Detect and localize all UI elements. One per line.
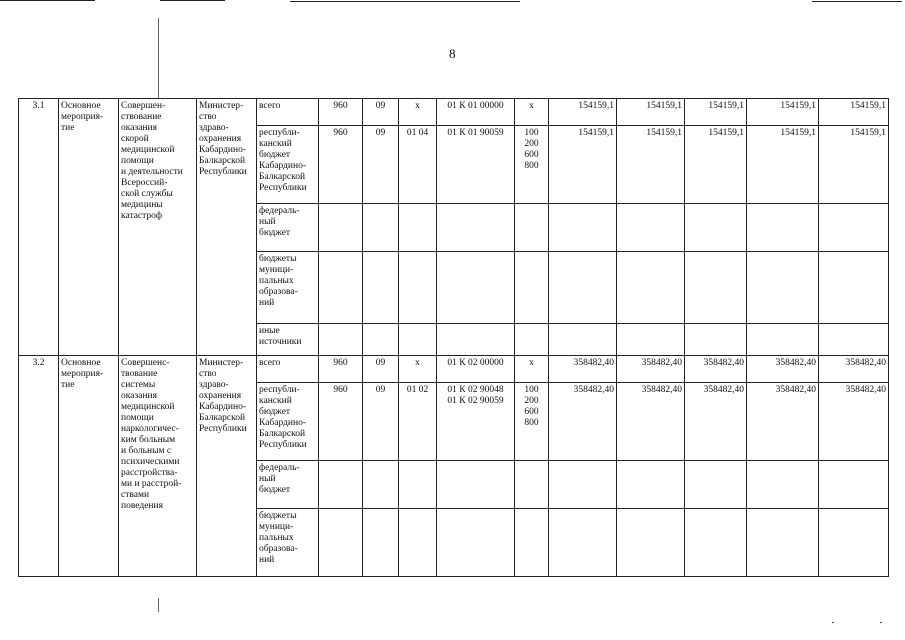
amount-cell: 154159,1 xyxy=(549,99,617,126)
amount-cell xyxy=(747,324,819,356)
amount-cell xyxy=(747,509,819,577)
rz-code-cell xyxy=(363,324,399,356)
amount-cell xyxy=(747,204,819,252)
amount-cell xyxy=(819,252,889,324)
amount-cell xyxy=(819,509,889,577)
vr-code-cell: х xyxy=(515,99,549,126)
scan-fold-line xyxy=(158,598,159,612)
csr-code-cell xyxy=(437,204,515,252)
item-number-cell: 3.2 xyxy=(19,356,59,577)
csr-code-cell xyxy=(437,461,515,509)
vr-code-cell xyxy=(515,461,549,509)
amount-cell: 358482,40 xyxy=(685,356,747,383)
amount-cell xyxy=(549,204,617,252)
pr-code-cell xyxy=(399,324,437,356)
amount-cell xyxy=(685,509,747,577)
item-number-cell: 3.1 xyxy=(19,99,59,356)
table-row xyxy=(19,356,889,383)
item-name-cell: Совершенс- твование системы оказания медицинской помощи наркологичес- ким больным и больным с психическими расстройства- ми и расстрой- ствами поведения xyxy=(119,356,197,577)
grbs-code-cell: 960 xyxy=(319,356,363,383)
rz-code-cell xyxy=(363,252,399,324)
funding-source-cell: федераль- ный бюджет xyxy=(257,204,319,252)
grbs-code-cell xyxy=(319,204,363,252)
scan-edge-line xyxy=(0,0,95,1)
grbs-code-cell xyxy=(319,324,363,356)
scan-edge-line xyxy=(290,1,520,2)
scan-fold-line xyxy=(158,18,159,98)
rz-code-cell xyxy=(363,509,399,577)
pr-code-cell: 01 04 xyxy=(399,126,437,204)
amount-cell: 154159,1 xyxy=(747,99,819,126)
rz-code-cell: 09 xyxy=(363,99,399,126)
funding-source-cell: иные источники xyxy=(257,324,319,356)
grbs-code-cell xyxy=(319,461,363,509)
grbs-code-cell xyxy=(319,509,363,577)
csr-code-cell: 01 К 02 90048 01 К 02 90059 xyxy=(437,383,515,461)
grbs-code-cell: 960 xyxy=(319,126,363,204)
csr-code-cell xyxy=(437,509,515,577)
vr-code-cell xyxy=(515,204,549,252)
funding-source-cell: бюджеты муници- пальных образова- ний xyxy=(257,252,319,324)
amount-cell xyxy=(685,252,747,324)
pr-code-cell: х xyxy=(399,356,437,383)
amount-cell xyxy=(747,252,819,324)
item-type-cell: Основное мероприя- тие xyxy=(59,356,119,577)
amount-cell xyxy=(549,509,617,577)
amount-cell xyxy=(549,252,617,324)
item-name-cell: Совершен- ствование оказания скорой медицинской помощи и деятельности Всероссий- ской службы медицины катастроф xyxy=(119,99,197,356)
amount-cell xyxy=(685,324,747,356)
amount-cell xyxy=(617,324,685,356)
csr-code-cell: 01 К 01 90059 xyxy=(437,126,515,204)
amount-cell xyxy=(819,324,889,356)
pr-code-cell: х xyxy=(399,99,437,126)
amount-cell: 154159,1 xyxy=(819,99,889,126)
rz-code-cell xyxy=(363,461,399,509)
budget-table xyxy=(18,98,889,577)
amount-cell: 154159,1 xyxy=(685,126,747,204)
item-type-cell: Основное мероприя- тие xyxy=(59,99,119,356)
amount-cell: 154159,1 xyxy=(549,126,617,204)
amount-cell: 154159,1 xyxy=(617,126,685,204)
grbs-code-cell: 960 xyxy=(319,99,363,126)
amount-cell xyxy=(685,204,747,252)
vr-code-cell: х xyxy=(515,356,549,383)
scan-edge-line xyxy=(160,0,225,1)
pr-code-cell xyxy=(399,204,437,252)
funding-source-cell: федераль- ный бюджет xyxy=(257,461,319,509)
pr-code-cell: 01 02 xyxy=(399,383,437,461)
grbs-code-cell xyxy=(319,252,363,324)
amount-cell xyxy=(747,461,819,509)
vr-code-cell xyxy=(515,324,549,356)
amount-cell xyxy=(819,461,889,509)
amount-cell xyxy=(549,461,617,509)
rz-code-cell xyxy=(363,204,399,252)
amount-cell xyxy=(819,204,889,252)
vr-code-cell: 100 200 600 800 xyxy=(515,383,549,461)
amount-cell xyxy=(617,204,685,252)
rz-code-cell: 09 xyxy=(363,383,399,461)
scan-edge-line xyxy=(812,1,902,2)
csr-code-cell xyxy=(437,252,515,324)
funding-source-cell: всего xyxy=(257,356,319,383)
amount-cell: 154159,1 xyxy=(819,126,889,204)
amount-cell: 358482,40 xyxy=(549,383,617,461)
amount-cell xyxy=(685,461,747,509)
amount-cell: 154159,1 xyxy=(685,99,747,126)
csr-code-cell: 01 К 01 00000 xyxy=(437,99,515,126)
amount-cell: 358482,40 xyxy=(685,383,747,461)
funding-source-cell: всего xyxy=(257,99,319,126)
vr-code-cell xyxy=(515,509,549,577)
table-row xyxy=(19,99,889,126)
vr-code-cell xyxy=(515,252,549,324)
pr-code-cell xyxy=(399,461,437,509)
scan-speck xyxy=(832,622,834,623)
funding-source-cell: республи- канский бюджет Кабардино- Балкарской Республики xyxy=(257,126,319,204)
amount-cell xyxy=(617,252,685,324)
vr-code-cell: 100 200 600 800 xyxy=(515,126,549,204)
amount-cell: 358482,40 xyxy=(819,383,889,461)
csr-code-cell: 01 К 02 00000 xyxy=(437,356,515,383)
pr-code-cell xyxy=(399,252,437,324)
amount-cell: 358482,40 xyxy=(549,356,617,383)
amount-cell xyxy=(549,324,617,356)
amount-cell: 358482,40 xyxy=(617,356,685,383)
executor-cell: Министер- ство здраво- охранения Кабардино- Балкарской Республики xyxy=(197,356,257,577)
amount-cell xyxy=(617,461,685,509)
page-number: 8 xyxy=(449,46,456,61)
funding-source-cell: бюджеты муници- пальных образова- ний xyxy=(257,509,319,577)
amount-cell: 358482,40 xyxy=(747,383,819,461)
csr-code-cell xyxy=(437,324,515,356)
pr-code-cell xyxy=(399,509,437,577)
amount-cell: 154159,1 xyxy=(747,126,819,204)
funding-source-cell: республи- канский бюджет Кабардино- Балкарской Республики xyxy=(257,383,319,461)
amount-cell: 154159,1 xyxy=(617,99,685,126)
amount-cell xyxy=(617,509,685,577)
executor-cell: Министер- ство здраво- охранения Кабардино- Балкарской Республики xyxy=(197,99,257,356)
amount-cell: 358482,40 xyxy=(747,356,819,383)
scan-speck xyxy=(880,622,882,623)
amount-cell: 358482,40 xyxy=(819,356,889,383)
rz-code-cell: 09 xyxy=(363,356,399,383)
amount-cell: 358482,40 xyxy=(617,383,685,461)
grbs-code-cell: 960 xyxy=(319,383,363,461)
rz-code-cell: 09 xyxy=(363,126,399,204)
